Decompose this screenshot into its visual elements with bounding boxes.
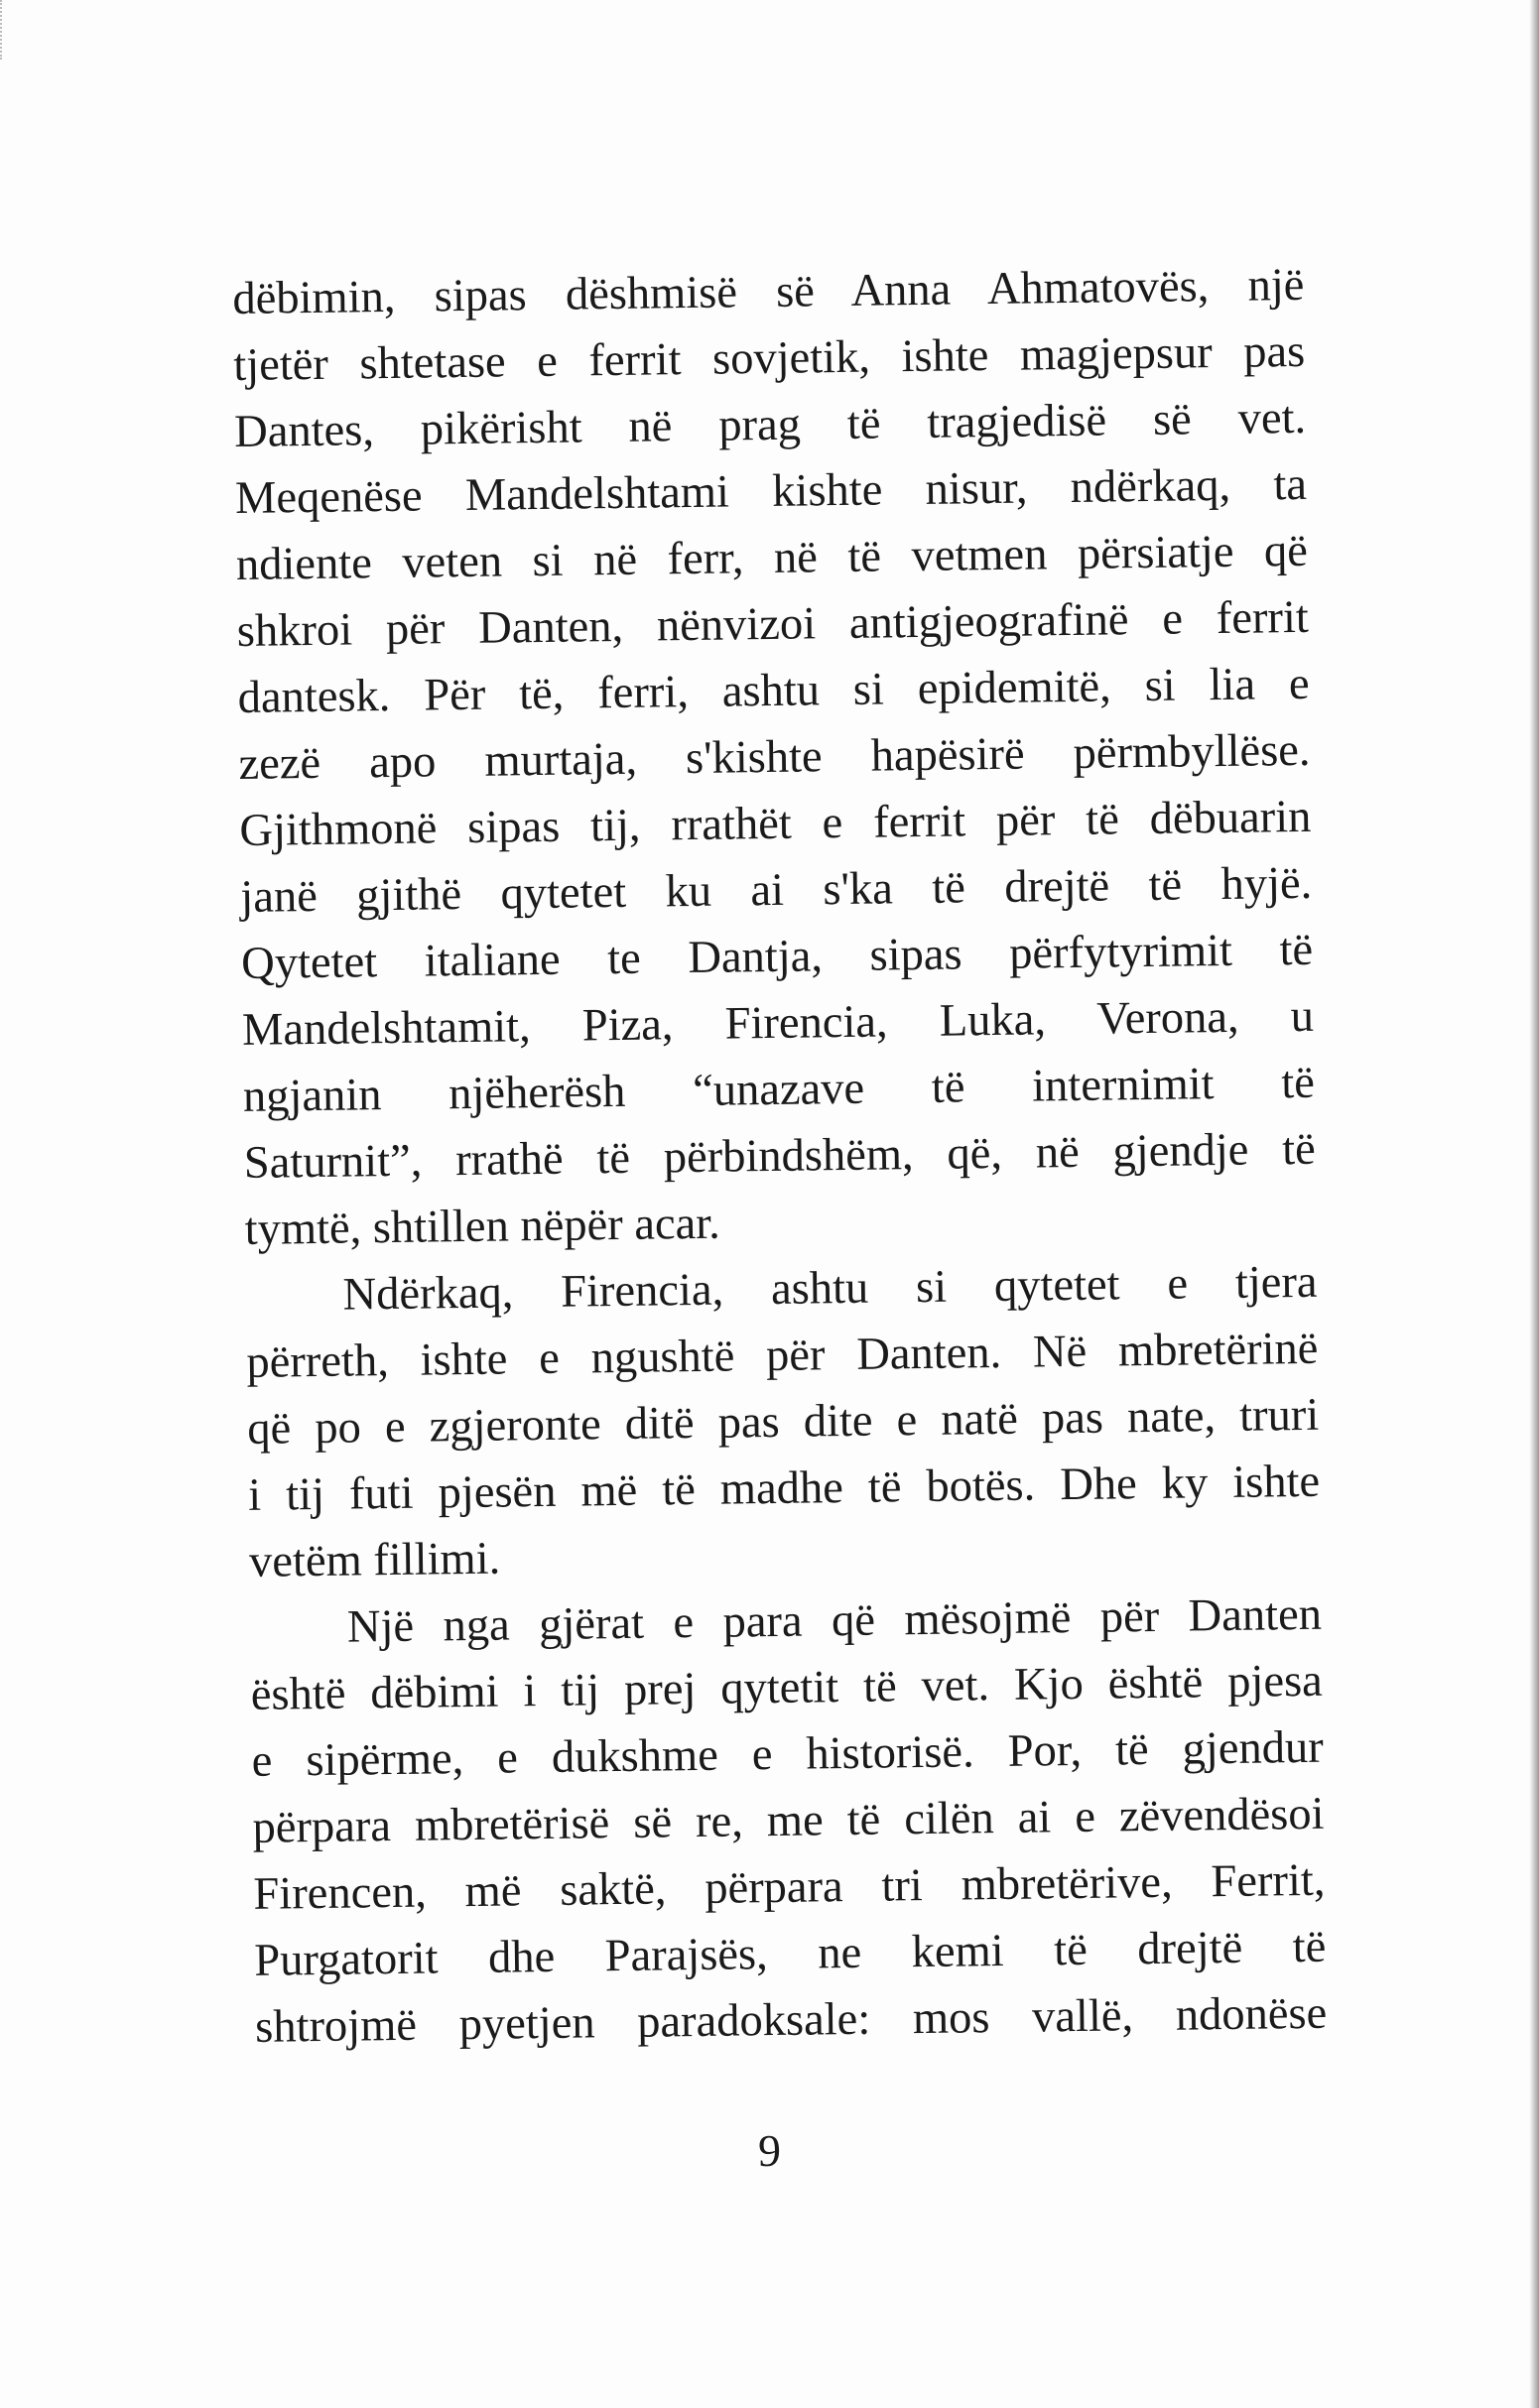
text-line: Qytetet italiane te Dantja, sipas përfytyrimit të	[240, 924, 1314, 989]
text-line: Dantes, pikërisht në prag të tragjedisë së vet.	[233, 392, 1307, 457]
text-line: i tij futi pjesën më të madhe të botës. Dhe ky ishte	[247, 1456, 1321, 1521]
text-line: Mandelshtamit, Piza, Firencia, Luka, Verona, u	[241, 990, 1315, 1056]
text-line: shtrojmë pyetjen paradoksale: mos vallë, ndonëse	[254, 1987, 1328, 2053]
text-line: përpara mbretërisë së re, me të cilën ai e zëvendësoi	[252, 1788, 1325, 1853]
text-line: Meqenëse Mandelshtami kishte nisur, ndërkaq, ta	[234, 458, 1308, 524]
text-line: Purgatorit dhe Parajsës, ne kemi të drejtë të	[254, 1921, 1327, 1986]
page-number: 9	[758, 2125, 781, 2176]
text-line: tjetër shtetase e ferrit sovjetik, ishte magjepsur pas	[232, 325, 1306, 391]
body-text	[232, 252, 1328, 2061]
text-line: zezë apo murtaja, s'kishte hapësirë përmbyllëse.	[238, 724, 1311, 790]
text-line: Saturnit”, rrathë të përbindshëm, që, në gjendje të	[243, 1123, 1317, 1189]
text-line: dantesk. Për të, ferri, ashtu si epidemitë, si lia e	[237, 658, 1310, 723]
text-line: dëbimin, sipas dëshmisë së Anna Ahmatovës, një	[232, 259, 1305, 324]
text-line: përreth, ishte e ngushtë për Danten. Në mbretërinë	[246, 1323, 1319, 1388]
text-line: shkroi për Danten, nënvizoi antigjeografinë e ferrit	[236, 591, 1310, 657]
text-line: Ndërkaq, Firencia, ashtu si qytetet e tjera	[342, 1256, 1318, 1321]
scan-edge-left	[0, 0, 6, 60]
text-line: tymtë, shtillen nëpër acar.	[244, 1198, 721, 1255]
text-line: që po e zgjeronte ditë pas dite e natë pas nate, truri	[247, 1389, 1320, 1455]
text-line: është dëbimi i tij prej qytetit të vet. Kjo është pjesa	[250, 1655, 1324, 1720]
text-line: Një nga gjërat e para që mësojmë për Danten	[346, 1588, 1323, 1653]
text-line: Firencen, më saktë, përpara tri mbretërive, Ferrit,	[253, 1854, 1326, 1920]
text-line: ndiente veten si në ferr, në të vetmen përsiatje që	[235, 525, 1309, 590]
text-line: ngjanin njëherësh “unazave të internimit të	[242, 1057, 1316, 1122]
text-line: Gjithmonë sipas tij, rrathët e ferrit për të dëbuarin	[239, 791, 1312, 856]
text-line: e sipërme, e dukshme e historisë. Por, të gjendur	[251, 1721, 1324, 1787]
text-line: janë gjithë qytetet ku ai s'ka të drejtë të hyjë.	[239, 857, 1313, 923]
scan-edge-right	[1529, 0, 1539, 2408]
text-line: vetëm fillimi.	[248, 1533, 501, 1587]
